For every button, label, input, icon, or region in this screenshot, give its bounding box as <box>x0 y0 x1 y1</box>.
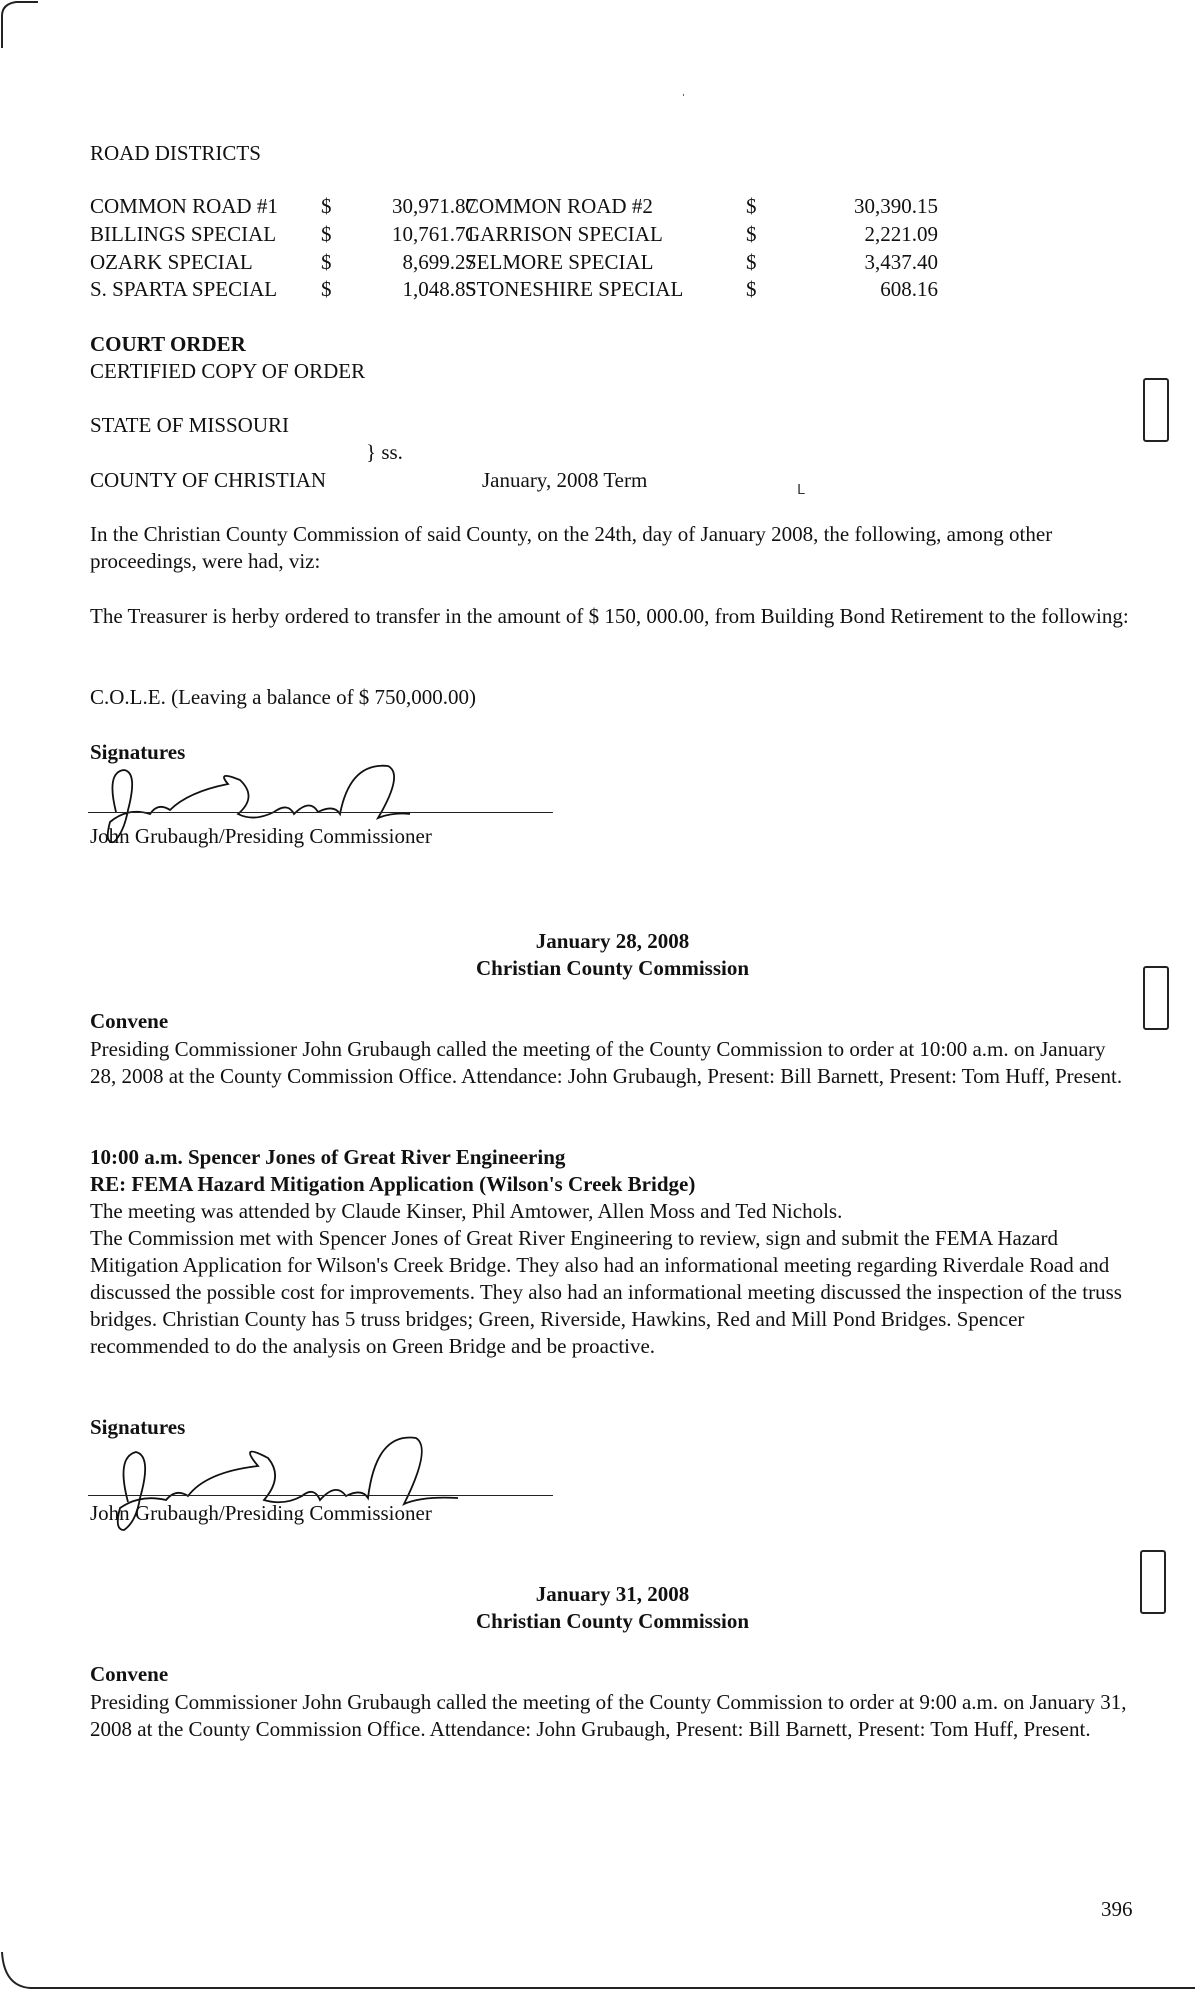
district-name: GARRISON SPECIAL <box>465 222 663 246</box>
district-amount: 30,390.15 <box>854 194 938 218</box>
district-amount: 10,761.71 <box>392 222 476 246</box>
convene-text: Presiding Commissioner John Grubaugh called the meeting of the County Commission to order at 10:00 a.m. on January 28, 2008 at the County Commission Office. Attendance: John Grubaugh, Present: Bill Barnett, Present: Tom Huff, Present. <box>90 1037 1123 1088</box>
district-amount: 2,221.09 <box>864 222 938 246</box>
meeting-body: Christian County Commission <box>475 956 750 980</box>
signatures-label: Signatures <box>90 1415 186 1439</box>
court-order-intro: In the Christian County Commission of said County, on the 24th, day of January 2008, the following, among other proceedings, were had, viz: <box>90 522 1053 573</box>
meeting-date: January 28, 2008 <box>535 929 690 953</box>
district-amount: 608.16 <box>880 277 938 301</box>
state-label: STATE OF MISSOURI <box>90 413 290 437</box>
district-name: OZARK SPECIAL <box>90 250 253 274</box>
district-name: S. SPARTA SPECIAL <box>90 277 278 301</box>
district-name: STONESHIRE SPECIAL <box>465 277 684 301</box>
dollar-sign: $ <box>321 250 332 274</box>
page-number: 396 <box>1101 1897 1133 1921</box>
county-label: COUNTY OF CHRISTIAN <box>90 468 327 492</box>
agenda-item-title: 10:00 a.m. Spencer Jones of Great River Engineering <box>90 1145 566 1169</box>
district-amount: 8,699.27 <box>402 250 476 274</box>
scan-speck: ˌ <box>681 82 686 97</box>
attendance-note: The meeting was attended by Claude Kinser, Phil Amtower, Allen Moss and Ted Nichols. <box>90 1199 843 1223</box>
signer-name: John Grubaugh/Presiding Commissioner <box>90 824 432 848</box>
district-amount: 1,048.85 <box>402 277 476 301</box>
meeting-date: January 31, 2008 <box>535 1582 690 1606</box>
signatures-label: Signatures <box>90 740 186 764</box>
agenda-item-re: RE: FEMA Hazard Mitigation Application (Wilson's Creek Bridge) <box>90 1172 696 1196</box>
page-bottom-edge-mark <box>0 1950 1200 1991</box>
road-districts-heading: ROAD DISTRICTS <box>90 141 261 165</box>
dollar-sign: $ <box>746 222 757 246</box>
dollar-sign: $ <box>746 277 757 301</box>
ss-bracket: } ss. <box>366 440 403 464</box>
meeting-body: Christian County Commission <box>475 1609 750 1633</box>
cole-balance: C.O.L.E. (Leaving a balance of $ 750,000.00) <box>90 685 477 709</box>
agenda-item-text: The Commission met with Spencer Jones of Great River Engineering to review, sign and submit the FEMA Hazard Mitigation Application for Wilson's Creek Bridge. They also had an informational meeting regarding Riverdale Road and discussed the possible cost for improvements. They also had an informational meeting discussed the inspection of the truss bridges. Christian County has 5 truss bridges; Green, Riverside, Hawkins, Red and Mill Pond Bridges. Spencer recommended to do the analysis on Green Bridge and be proactive. <box>90 1226 1122 1358</box>
court-order-heading: COURT ORDER <box>90 332 246 356</box>
district-amount: 30,971.87 <box>392 194 476 218</box>
binder-slot-1 <box>1143 378 1169 442</box>
district-name: BILLINGS SPECIAL <box>90 222 277 246</box>
district-name: COMMON ROAD #1 <box>90 194 278 218</box>
court-order-subheading: CERTIFIED COPY OF ORDER <box>90 359 366 383</box>
dollar-sign: $ <box>321 277 332 301</box>
dollar-sign: $ <box>746 250 757 274</box>
page-corner-mark <box>0 0 40 50</box>
signature-line <box>88 812 553 813</box>
convene-text: Presiding Commissioner John Grubaugh called the meeting of the County Commission to order at 9:00 a.m. on January 31, 2008 at the County Commission Office. Attendance: John Grubaugh, Present: Bill Barnett, Present: Tom Huff, Present. <box>90 1690 1127 1741</box>
convene-heading: Convene <box>90 1009 169 1033</box>
district-amount: 3,437.40 <box>864 250 938 274</box>
signer-name: John Grubaugh/Presiding Commissioner <box>90 1501 432 1525</box>
district-name: SELMORE SPECIAL <box>465 250 654 274</box>
term-label: January, 2008 Term <box>482 468 648 492</box>
scan-speck: ᒪ <box>797 483 805 498</box>
convene-heading: Convene <box>90 1662 169 1686</box>
signature-line <box>88 1495 553 1496</box>
dollar-sign: $ <box>321 222 332 246</box>
district-name: COMMON ROAD #2 <box>465 194 653 218</box>
court-order-text: The Treasurer is herby ordered to transfer in the amount of $ 150, 000.00, from Building Bond Retirement to the following: <box>90 604 1129 628</box>
dollar-sign: $ <box>746 194 757 218</box>
dollar-sign: $ <box>321 194 332 218</box>
